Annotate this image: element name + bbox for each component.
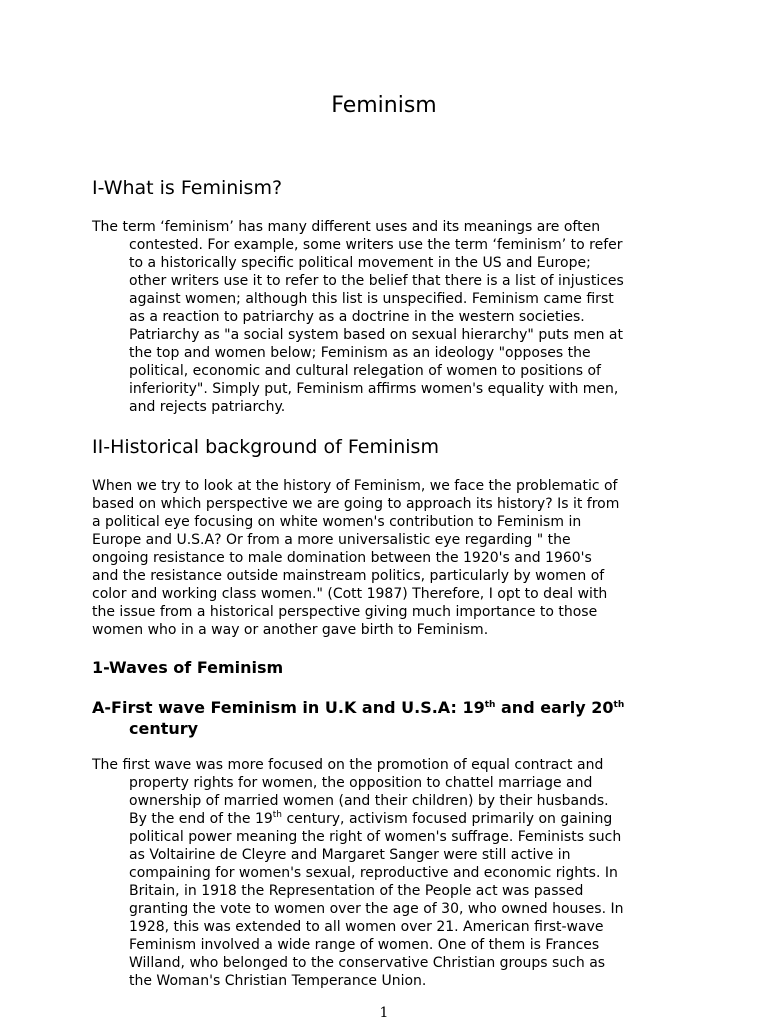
text-line: Patriarchy as "a social system based on sexual hierarchy" puts men at (129, 327, 623, 343)
text-fragment: By the end of the 19 (129, 811, 273, 827)
text-line: compaining for women's sexual, reproductive and economic rights. In (129, 865, 618, 881)
text-line: Europe and U.S.A? Or from a more universalistic eye regarding " the (92, 532, 571, 548)
text-line: Willand, who belonged to the conservative Christian groups such as (129, 955, 606, 971)
text-line: a political eye focusing on white women's contribution to Feminism in (92, 514, 582, 530)
text-line: as Voltairine de Cleyre and Margaret Sanger were still active in (129, 847, 571, 863)
text-line (92, 810, 623, 828)
text-line: Britain, in 1918 the Representation of the People act was passed (129, 883, 584, 899)
text-line: Feminism involved a wide range of women. One of them is Frances (129, 937, 600, 953)
page-number: 1 (379, 1005, 389, 1021)
text-line: other writers use it to refer to the belief that there is a list of injustices (129, 273, 624, 289)
heading-first-wave (92, 697, 692, 739)
heading-text: A-First wave Feminism in U.K and U.S.A: 19 (92, 698, 485, 717)
text-line: and rejects patriarchy. (129, 399, 286, 415)
heading-what-is-feminism: I-What is Feminism? (92, 177, 283, 199)
text-line: against women; although this list is unspecified. Feminism came first (129, 291, 614, 307)
heading-waves-of-feminism: 1-Waves of Feminism (92, 658, 284, 677)
text-line: ownership of married women (and their children) by their husbands. (129, 793, 609, 809)
text-line: inferiority". Simply put, Feminism affirms women's equality with men, (129, 381, 619, 397)
paragraph-history (92, 477, 619, 639)
text-line: women who in a way or another gave birth to Feminism. (92, 622, 489, 638)
superscript: th (484, 700, 496, 710)
paragraph-definition (92, 218, 624, 416)
text-line: based on which perspective we are going to approach its history? Is it from (92, 496, 620, 512)
heading-historical-background: II-Historical background of Feminism (92, 436, 439, 458)
superscript: th (272, 810, 283, 820)
text-line: political power meaning the right of women's suffrage. Feminists such (129, 829, 622, 845)
text-line: The term ‘feminism’ has many different uses and its meanings are often (92, 219, 601, 235)
superscript: th (613, 700, 625, 710)
text-fragment: century, activism focused primarily on gaining (282, 811, 613, 827)
text-line: color and working class women." (Cott 1987) Therefore, I opt to deal with (92, 586, 608, 602)
document-title: Feminism (331, 93, 437, 118)
text-line: as a reaction to patriarchy as a doctrine in the western societies. (129, 309, 585, 325)
text-line: the Woman's Christian Temperance Union. (129, 973, 427, 989)
text-line: ongoing resistance to male domination between the 1920's and 1960's (92, 550, 592, 566)
text-line: 1928, this was extended to all women over 21. American first-wave (129, 919, 604, 935)
text-line: to a historically specific political movement in the US and Europe; (129, 255, 591, 271)
heading-text: and early 20 (495, 698, 614, 717)
heading-text: century (129, 719, 199, 738)
text-line: contested. For example, some writers use the term ‘feminism’ to refer (129, 237, 623, 253)
text-line: The first wave was more focused on the promotion of equal contract and (92, 757, 604, 773)
text-line: granting the vote to women over the age of 30, who owned houses. In (129, 901, 624, 917)
text-line: political, economic and cultural relegation of women to positions of (129, 363, 601, 379)
text-line: the top and women below; Feminism as an ideology "opposes the (129, 345, 591, 361)
text-line: property rights for women, the opposition to chattel marriage and (129, 775, 593, 791)
paragraph-first-wave (92, 756, 623, 990)
text-line: When we try to look at the history of Feminism, we face the problematic of (92, 478, 618, 494)
text-line: the issue from a historical perspective giving much importance to those (92, 604, 598, 620)
text-line: and the resistance outside mainstream politics, particularly by women of (92, 568, 605, 584)
